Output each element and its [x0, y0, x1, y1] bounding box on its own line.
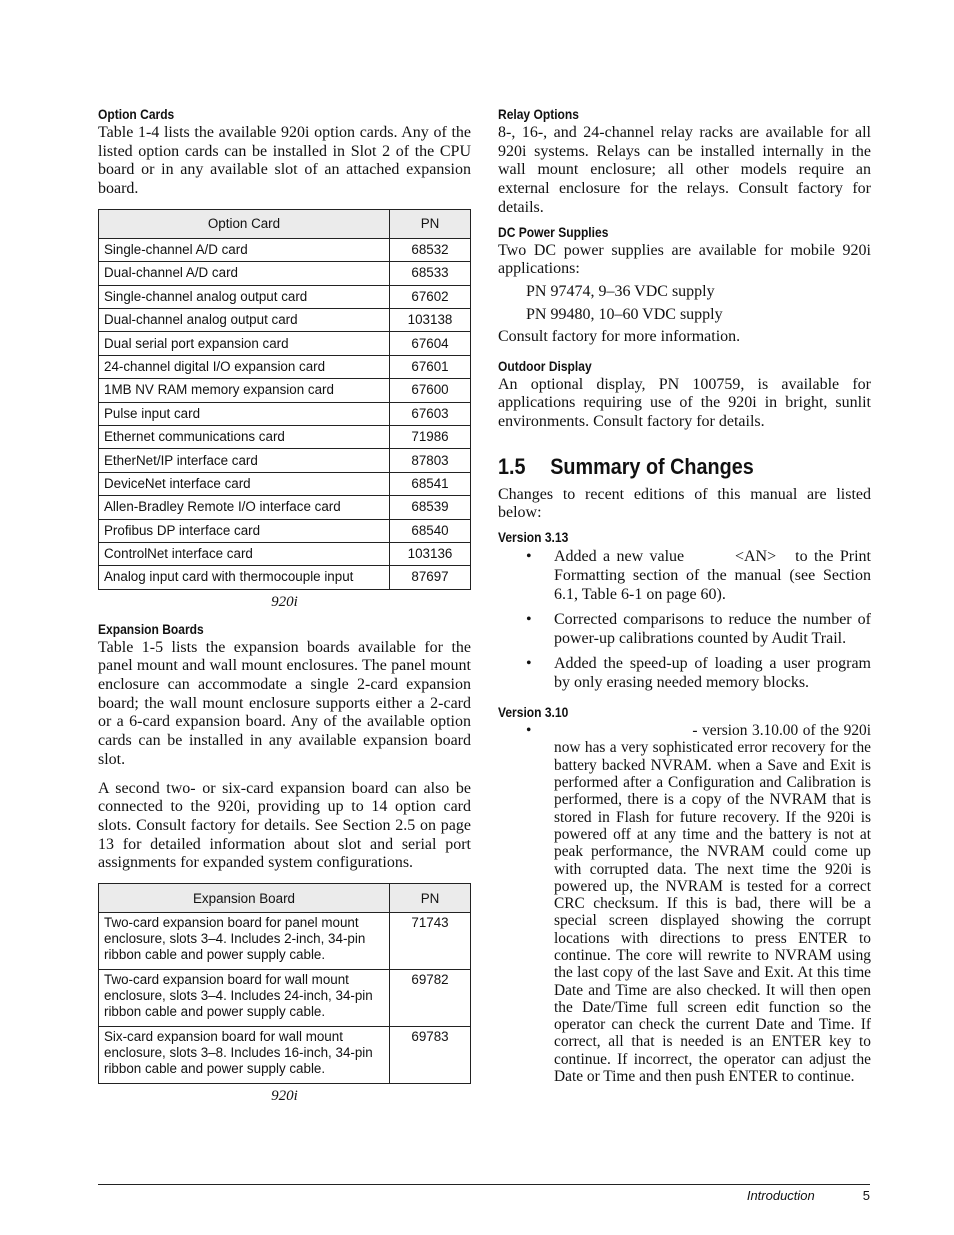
change-item-text: Corrected comparisons to reduce the number of power-up calibrations counted by Audit Trail. — [554, 611, 875, 648]
expansion-boards-table — [98, 883, 471, 1084]
version-313-heading: Version 3.13 — [498, 529, 569, 546]
change-item-text: Added the speed-up of loading a user program by only erasing needed memory blocks. — [554, 655, 875, 692]
expansion-table-header-board: Expansion Board — [99, 884, 390, 913]
left-column — [98, 106, 471, 1115]
table-cell-pn: 68540 — [390, 519, 471, 542]
table-cell-pn: 67603 — [390, 402, 471, 425]
option-card-row — [99, 519, 471, 542]
expansion-table-header-pn: PN — [390, 884, 471, 913]
option-card-row — [99, 472, 471, 495]
expansion-paragraph-1: Table 1-5 lists the expansion boards available for the panel mount and wall mount enclosures. The panel mount enclosure can accommodate a single 2-card expansion board; the wall mount enclosure supports either a 2-card or a 6-card expansion board. Any of the available option cards can be installed in any available expansion board slot. — [98, 638, 471, 768]
expansion-board-row — [99, 913, 471, 970]
option-card-row — [99, 355, 471, 378]
expansion-table-header-row — [99, 884, 471, 913]
outdoor-display-paragraph: An optional display, PN 100759, is available for applications requiring use of the 920i in bright, sunlit environments. Consult factory for details. — [498, 375, 871, 431]
table-cell-pn: 68541 — [390, 472, 471, 495]
dc-supply-item: PN 99480, 10–60 VDC supply — [526, 305, 723, 323]
table-cell-description: Dual-channel analog output card — [99, 308, 390, 331]
outdoor-display-heading: Outdoor Display — [498, 357, 592, 374]
table-cell-description: DeviceNet interface card — [99, 472, 390, 495]
option-card-row — [99, 332, 471, 355]
table-cell-pn: 68539 — [390, 496, 471, 519]
table-cell-description: Allen-Bradley Remote I/O interface card — [99, 496, 390, 519]
summary-section-title: Summary of Changes — [550, 453, 754, 479]
table-cell-description: Ethernet communications card — [99, 425, 390, 448]
change-item-text: Added a new value <AN> to the Print Formatting section of the manual (see Section 6.1, Table 6-1 on page 60). — [554, 548, 875, 604]
expansion-paragraph-2: A second two- or six-card expansion board can also be connected to the 920i, providing up to 14 option card slots. Consult factory for details. See Section 2.5 on page 13 for detailed information about slot and serial port assignments for expanded system configurations. — [98, 779, 471, 872]
bullet-icon: • — [526, 722, 532, 740]
option-table-header-card: Option Card — [99, 209, 390, 238]
option-card-row — [99, 379, 471, 402]
version-310-list — [498, 722, 875, 1086]
option-card-row — [99, 449, 471, 472]
summary-section-number: 1.5 — [498, 453, 526, 479]
table-cell-pn: 68533 — [390, 262, 471, 285]
table-cell-pn: 103136 — [390, 542, 471, 565]
bullet-icon: • — [526, 611, 532, 629]
version-313-list — [498, 547, 875, 692]
summary-paragraph: Changes to recent editions of this manual are listed below: — [498, 485, 871, 522]
table-cell-pn: 103138 — [390, 308, 471, 331]
bullet-icon: • — [526, 548, 532, 566]
table-cell-pn: 71743 — [390, 913, 471, 970]
table-cell-description: Pulse input card — [99, 402, 390, 425]
option-card-row — [99, 262, 471, 285]
option-card-row — [99, 285, 471, 308]
table-cell-pn: 68532 — [390, 238, 471, 261]
table-cell-description: Dual-channel A/D card — [99, 262, 390, 285]
expansion-boards-heading: Expansion Boards — [98, 620, 204, 637]
expansion-board-row — [99, 970, 471, 1027]
table-cell-pn: 67602 — [390, 285, 471, 308]
version-310-heading: Version 3.10 — [498, 704, 569, 721]
table-cell-description: ControlNet interface card — [99, 542, 390, 565]
option-table-header-row — [99, 209, 471, 238]
option-card-row — [99, 542, 471, 565]
table-cell-description: Dual serial port expansion card — [99, 332, 390, 355]
table-cell-pn: 71986 — [390, 425, 471, 448]
dc-power-footer: Consult factory for more information. — [498, 327, 741, 345]
change-list-item — [498, 654, 875, 692]
table-cell-pn: 67600 — [390, 379, 471, 402]
expansion-board-row — [99, 1027, 471, 1084]
table-cell-description: Two-card expansion board for panel mount enclosure, slots 3–4. Includes 2-inch, 34-pin ribbon cable and power supply cable. — [99, 913, 390, 970]
table-cell-pn: 69782 — [390, 970, 471, 1027]
table-cell-pn: 67601 — [390, 355, 471, 378]
dc-power-heading: DC Power Supplies — [498, 223, 609, 240]
change-list-item — [498, 722, 875, 1086]
change-list-item — [498, 547, 875, 604]
footer-section-name: Introduction — [746, 1188, 815, 1203]
table-cell-description: Profibus DP interface card — [99, 519, 390, 542]
option-card-row — [99, 238, 471, 261]
table-cell-description: Single-channel A/D card — [99, 238, 390, 261]
option-card-row — [99, 402, 471, 425]
table-cell-description: Six-card expansion board for wall mount enclosure, slots 3–8. Includes 16-inch, 34-pin ribbon cable and power supply cable. — [99, 1027, 390, 1084]
option-cards-heading: Option Cards — [98, 106, 175, 122]
change-item-text: - version 3.10.00 of the 920i now has a very sophisticated error recovery for the battery backed NVRAM. when a Save and Exit is performed after a Configuration and Calibration is performed, there is a copy of the NVRAM that is stored in Flash for future recovery. If the 920i is powered off at any time and the battery is not at peak performance, the NVRAM could come up with corrupted data. The next time the 920i is powered up, the NVRAM is tested for a correct CRC checksum. If this is bad, there will be a special screen displayed showing the corrupt locations with directions to press ENTER to continue. The core will rewrite to NVRAM using the last copy of the last Save and Exit. At this time Date and Time are also checked. It will then open the Date/Time full screen edit function so the operator can check the current Date and Time. If correct, all that is needed is an ENTER key to continue. If incorrect, the operator can adjust the Date or Time and then push ENTER to continue. — [554, 722, 875, 1086]
page-footer — [747, 1188, 870, 1203]
table-cell-description: 1MB NV RAM memory expansion card — [99, 379, 390, 402]
dc-supply-item: PN 97474, 9–36 VDC supply — [526, 282, 715, 300]
table-cell-description: Analog input card with thermocouple input — [99, 566, 390, 589]
bullet-icon: • — [526, 655, 532, 673]
relay-options-heading: Relay Options — [498, 106, 579, 122]
option-card-row — [99, 566, 471, 589]
relay-options-paragraph: 8-, 16-, and 24-channel relay racks are available for all 920i systems. Relays can be installed internally in the wall mount enclosure; all other models require an external enclosure for the relays. Consult factory for details. — [498, 124, 871, 216]
option-cards-table — [98, 209, 471, 590]
summary-section-heading — [498, 454, 834, 480]
option-card-row — [99, 308, 471, 331]
option-cards-paragraph: Table 1-4 lists the available 920i option cards. Any of the listed option cards can be installed in Slot 2 of the CPU board or in any available slot of an attached expansion board. — [98, 124, 471, 198]
table-cell-pn: 87697 — [390, 566, 471, 589]
option-card-row — [99, 425, 471, 448]
change-list-item — [498, 610, 875, 648]
table-cell-pn: 67604 — [390, 332, 471, 355]
expansion-table-caption: 920i — [271, 1088, 298, 1105]
table-cell-pn: 69783 — [390, 1027, 471, 1084]
table-cell-pn: 87803 — [390, 449, 471, 472]
table-cell-description: 24-channel digital I/O expansion card — [99, 355, 390, 378]
right-column — [498, 106, 875, 1091]
option-table-caption: 920i — [271, 593, 298, 610]
table-cell-description: EtherNet/IP interface card — [99, 449, 390, 472]
option-table-header-pn: PN — [390, 209, 471, 238]
table-cell-description: Single-channel analog output card — [99, 285, 390, 308]
dc-power-paragraph: Two DC power supplies are available for mobile 920i applications: — [498, 241, 871, 278]
footer-rule — [98, 1184, 870, 1185]
table-cell-description: Two-card expansion board for wall mount enclosure, slots 3–4. Includes 24-inch, 34-pin ribbon cable and power supply cable. — [99, 970, 390, 1027]
option-card-row — [99, 496, 471, 519]
page-number: 5 — [862, 1188, 870, 1203]
